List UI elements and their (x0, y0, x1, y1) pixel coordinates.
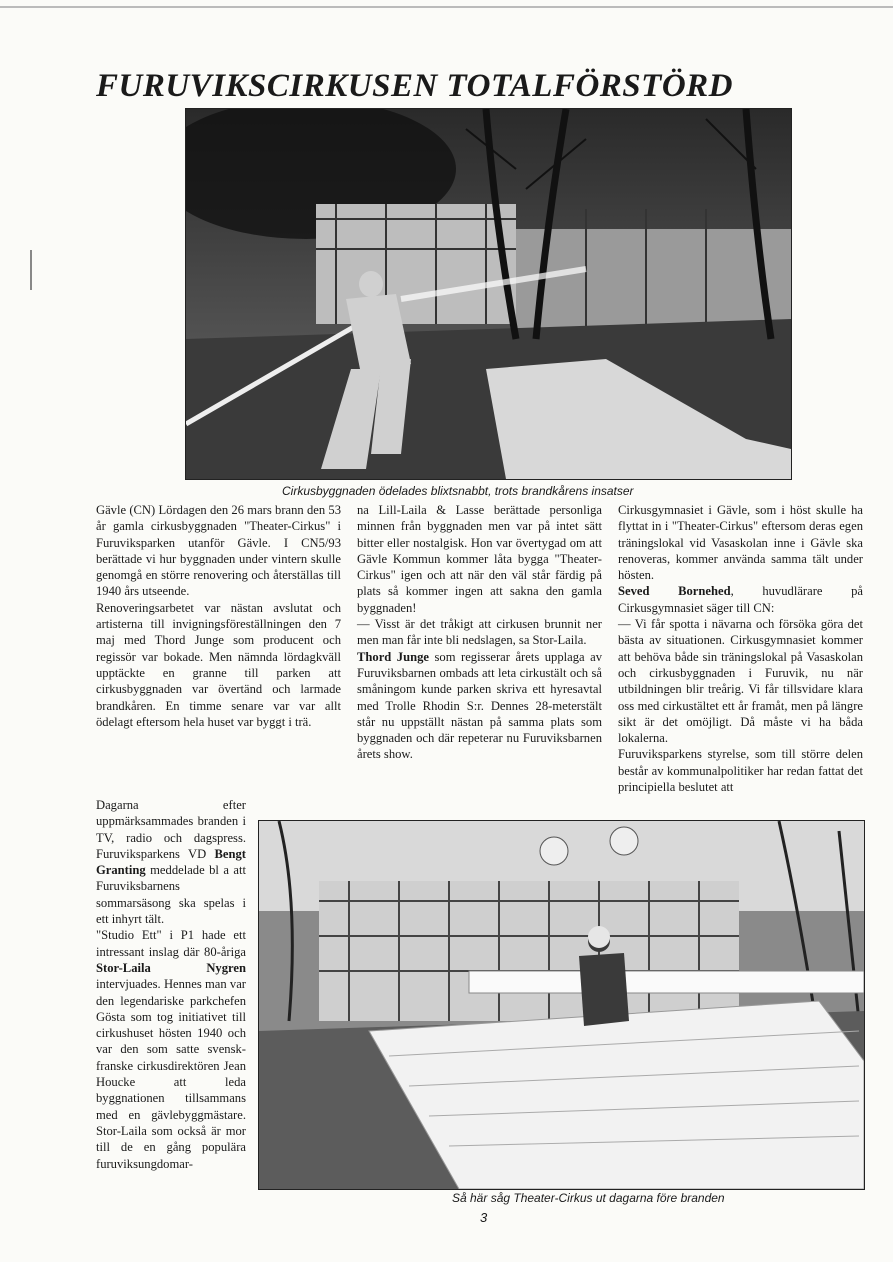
person-name: Stor-Laila Nygren (96, 960, 246, 975)
paragraph: Renoveringsarbetet var nästan avslutat och artisterna till invigningsföreställningen den 7 maj med Thord Junge som producent och regissör var bokade. Men nämnda lördagkväll upptäckte en granne till parken att cirkusbyggnaden var övertänd och larmade brandkåren. En timme senare var var allt ödelagt eftersom hela huset var byggt i trä. (96, 600, 341, 729)
fire-photo (185, 108, 792, 480)
text: , huvudlärare på Cirkusgymnasiet säger till CN: (618, 584, 863, 615)
person-name: Bengt Granting (96, 846, 246, 878)
paragraph (618, 583, 863, 616)
punch-mark (30, 250, 32, 290)
paragraph: — Visst är det tråkigt att cirkusen brunnit ner men man får inte bli nedslagen, sa Stor-Laila. (357, 617, 602, 648)
text: "Studio Ett" i P1 hade ett intressant inslag där 80-åriga (96, 928, 246, 959)
paragraph: na Lill-Laila & Lasse berättade personliga minnen från byggnaden men var på intet sätt bitter eller nostalgisk. Hon var övertygad om att Gävle Kommun kommer låta bygga "Theater-Cirkus" igen och att när den väl står färdig på plats så kommer ingen att sakna den gamla byggnaden! (357, 503, 602, 615)
paragraph (96, 927, 246, 1171)
article-title: FURUVIKSCIRKUSEN TOTALFÖRSTÖRD (96, 68, 733, 104)
column-3 (618, 502, 863, 795)
person-name: Thord Junge (357, 649, 429, 664)
text: som regisserar årets upplaga av Furuviksbarnen ombads att leta cirkustält och så småningom kunde parken skriva ett hyresavtal med Trolle Rhodin S:r. Dennes 28-meterstält står nu uppställt nästan på samma plats som byggnaden och där repeterar nu Furuviksbarnen årets show. (357, 649, 603, 762)
person-name: Seved Bornehed (618, 584, 731, 599)
page-edge-line (0, 6, 893, 8)
text: meddelade bl a att Furuviksbarnens sommarsäsong ska spelas i ett inhyrt tält. (96, 863, 246, 927)
paragraph: Furuviksparkens styrelse, som till större delen består av kommunalpolitiker har redan fattat det principiella beslutet att (618, 747, 863, 795)
column-1-top (96, 502, 341, 730)
construction-photo (258, 820, 865, 1190)
paragraph (357, 649, 602, 763)
top-photo-caption: Cirkusbyggnaden ödelades blixtsnabbt, trots brandkårens insatser (282, 484, 634, 498)
paragraph: — Vi får spotta i nävarna och försöka göra det bästa av situationen. Cirkusgymnasiet kommer att behöva både sin träningslokal på Vasaskolan och cirkusbyggnaden i Furuvik, nu när utbildningen blir treårig. Vi får tillsvidare klara oss med cirkustältet ett år framåt, men på längre sikt är det omöjligt. Då måste vi ha båda lokalerna. (618, 617, 863, 746)
paragraph: Cirkusgymnasiet i Gävle, som i höst skulle ha flyttat in i "Theater-Cirkus" eftersom deras egen träningslokal vid Vasaskolan inne i Gävle ska renoveras, kommer använda samma tält under hösten. (618, 503, 863, 583)
text: intervjuades. Hennes man var den legendariske parkchefen Gösta som tog initiativet till cirkushuset hösten 1940 och var den som satte svensk-franske cirkusdirektören Jean Houcke att leda byggnationen tillsammans med en gävlebyggmästare. Stor-Laila som också är mor till de en gång populära furuviksungdomar- (96, 977, 246, 1171)
paragraph (96, 797, 246, 927)
text: Dagarna efter uppmärksammades branden i TV, radio och dagspress. Furuviksparkens VD (96, 798, 246, 861)
paragraph: Gävle (CN) Lördagen den 26 mars brann den 53 år gamla cirkusbyggnaden "Theater-Cirkus" i Furuviksparken utanför Gävle. I CN5/93 berättade vi hur byggnaden under vintern skulle genomgå en större renovering och återställas till 1940 års utseende. (96, 503, 341, 599)
column-1-bottom (96, 797, 246, 1172)
bottom-photo-caption: Så här såg Theater-Cirkus ut dagarna före branden (452, 1191, 725, 1205)
column-2 (357, 502, 602, 763)
page-number: 3 (480, 1210, 488, 1225)
